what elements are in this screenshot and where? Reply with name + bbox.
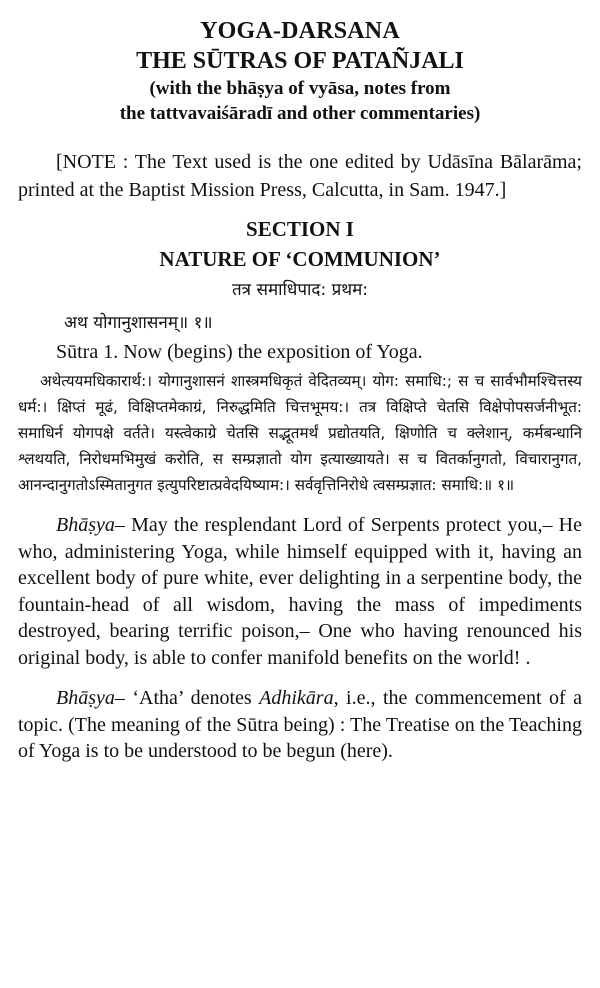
bhasya-paragraph-1 xyxy=(18,512,582,671)
page-header xyxy=(18,16,582,126)
section-sanskrit-title: तत्र समाधिपाद: प्रथम: xyxy=(231,280,369,300)
sutra-sanskrit: अथ योगानुशासनम्॥ १॥ xyxy=(64,313,213,333)
book-description-line-2: the tattvavaiśāradī and other commentaries) xyxy=(119,103,481,124)
bhasya-term: Adhikāra xyxy=(259,687,334,709)
bhasya-text-a: – ‘Atha’ denotes xyxy=(114,687,260,709)
section-heading: SECTION I xyxy=(246,217,354,241)
bhasya-label: Bhāṣya xyxy=(56,687,115,709)
bhasya-label: Bhāṣya xyxy=(56,514,115,536)
bhasya-text-b: , i.e., the commencement of a topic. (The meaning of the Sūtra being) : The Treatise on the Teaching of Yoga is to be understood to be begun (here). xyxy=(18,687,582,762)
editorial-note: [NOTE : The Text used is the one edited by Udāsīna Bālarāma; printed at the Baptist Mission Press, Calcutta, in Sam. 1947.] xyxy=(18,151,582,201)
sutra-english: Sūtra 1. Now (begins) the exposition of Yoga. xyxy=(56,341,423,363)
book-description-line-1: (with the bhāṣya of vyāsa, notes from xyxy=(149,78,451,99)
book-title: YOGA-DARSANA xyxy=(200,18,400,44)
section-subheading: NATURE OF ‘COMMUNION’ xyxy=(159,247,441,271)
bhasya-paragraph-2 xyxy=(18,685,582,765)
bhasya-text: – May the resplendant Lord of Serpents protect you,– He who, administering Yoga, while himself equipped with it, having an excellent body of pure white, ever delighting in a serpentine body, the fountain-head of all wisdom, having the mass of impediments destroyed, bearing terrific poison,– One who having renounced his original body, is able to confer manifold benefits on the world! . xyxy=(18,514,582,669)
book-subtitle: THE SŪTRAS OF PATAÑJALI xyxy=(136,48,464,74)
sanskrit-commentary xyxy=(18,368,582,498)
sanskrit-commentary-text: अथेत्ययमधिकारार्थ:। योगानुशासनं शास्त्रमधिकृतं वेदितव्यम्। योग: समाधि:; स च सार्वभौमश्चित्तस्य धर्म:। क्षिप्तं मूढं, विक्षिप्तमेकाग्रं, निरुद्धमिति चित्तभूमय:। तत्र विक्षिप्ते चेतसि विक्षेपोपसर्जनीभूत: समाधिर्न योगपक्षे वर्तते। यस्त्वेकाग्रे चेतसि सद्भूतमर्थं प्रद्योतयति, क्षिणोति च क्लेशान्, कर्मबन्धानि श्लथयति, निरोधमभिमुखं करोति, स सम्प्रज्ञातो योग इत्याख्यायते। स च वितर्कानुगतो, विचारानुगत, आनन्दानुगतोऽस्मितानुगत इत्युपरिष्टात्प्रवेदयिष्याम:। सर्ववृत्तिनिरोधे त्वसम्प्रज्ञात: समाधि:॥ १॥ xyxy=(18,372,582,494)
